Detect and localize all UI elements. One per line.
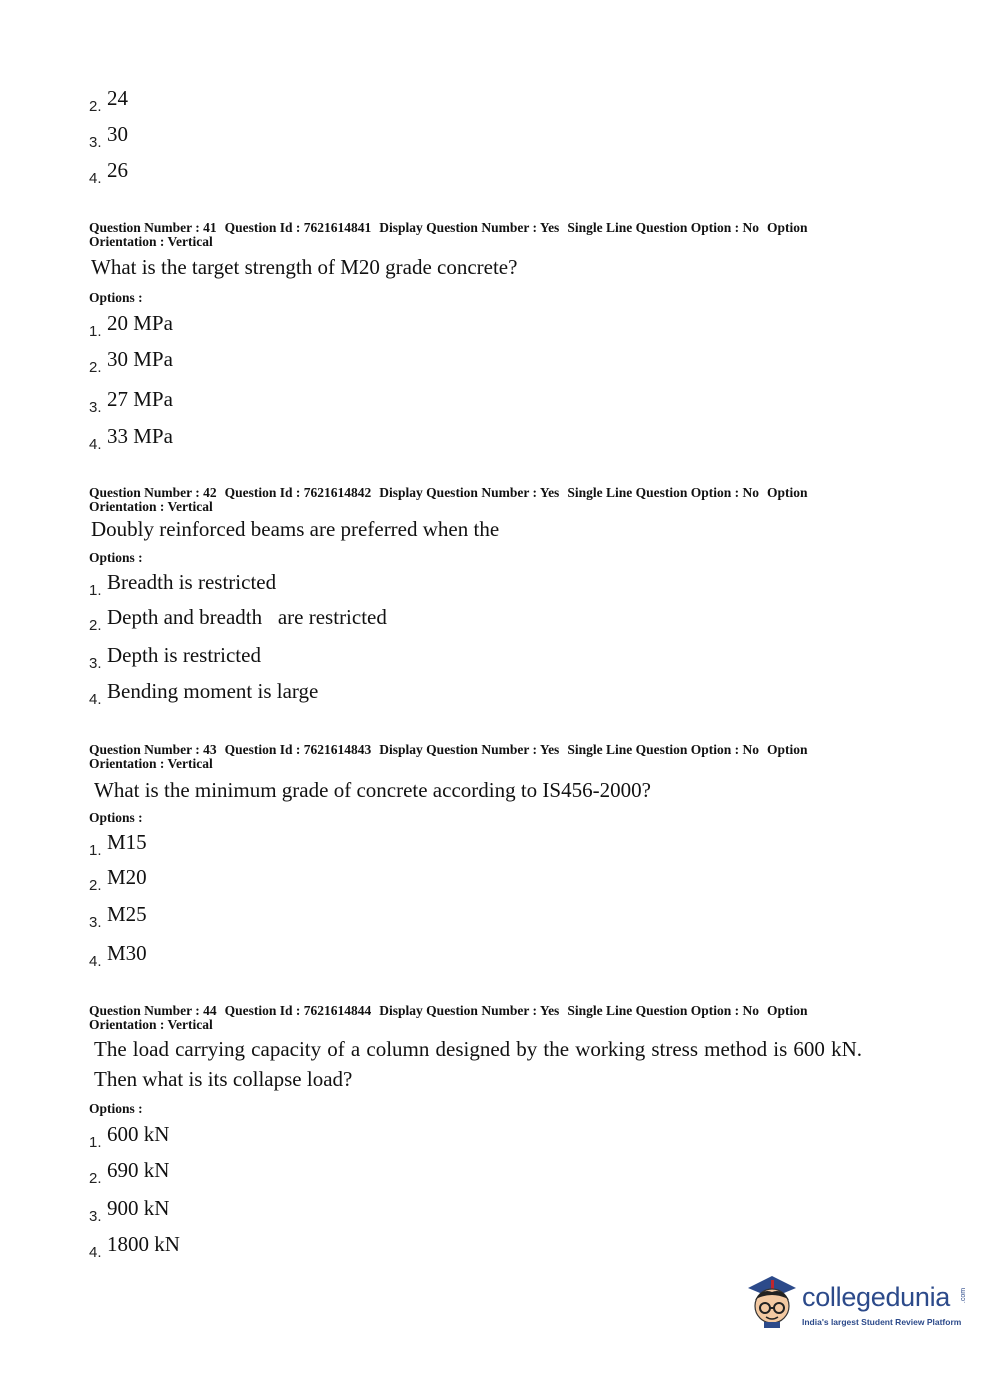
option-item: 2. Depth and breadth are restricted [89, 605, 387, 634]
option-item: 4. 33 MPa [89, 424, 173, 453]
collegedunia-logo: collegedunia .com India's largest Student Review Platform [742, 1270, 972, 1338]
option-item: 1. 20 MPa [89, 311, 173, 340]
option-item: 3. M25 [89, 902, 147, 931]
options-label: Options : [89, 810, 143, 825]
option-item: 3. 900 kN [89, 1196, 170, 1225]
option-item: 1. M15 [89, 830, 147, 859]
question-text-43: What is the minimum grade of concrete according to IS456-2000? [94, 778, 651, 802]
option-item: 4. M30 [89, 941, 147, 970]
question-meta-44: Question Number : 44 Question Id : 7621614844 Display Question Number : Yes Single Line Question Option : No Option Orientation : Vertical [89, 1003, 808, 1032]
option-item: 2. 690 kN [89, 1158, 170, 1187]
option-item: 2. 24 [89, 86, 128, 115]
option-item: 3. Depth is restricted [89, 643, 261, 672]
option-item: 2. M20 [89, 865, 147, 894]
option-item: 4. Bending moment is large [89, 679, 319, 708]
question-meta-42: Question Number : 42 Question Id : 7621614842 Display Question Number : Yes Single Line Question Option : No Option Orientation : Vertical [89, 485, 808, 514]
option-item: 4. 1800 kN [89, 1232, 180, 1261]
question-text-41: What is the target strength of M20 grade concrete? [91, 255, 518, 279]
question-meta-43: Question Number : 43 Question Id : 7621614843 Display Question Number : Yes Single Line Question Option : No Option Orientation : Vertical [89, 742, 808, 771]
option-item: 4. 26 [89, 158, 128, 187]
option-item: 3. 27 MPa [89, 387, 173, 416]
option-item: 2. 30 MPa [89, 347, 173, 376]
option-item: 1. 600 kN [89, 1122, 170, 1151]
options-label: Options : [89, 1101, 143, 1116]
options-label: Options : [89, 290, 143, 305]
option-item: 3. 30 [89, 122, 128, 151]
question-text-42: Doubly reinforced beams are preferred when the [91, 517, 500, 541]
option-item: 1. Breadth is restricted [89, 570, 277, 599]
question-text-44: The load carrying capacity of a column designed by the working stress method is 600 kN. Then what is its collapse load? [94, 1037, 862, 1091]
mascot-icon [742, 1270, 802, 1338]
options-label: Options : [89, 550, 143, 565]
question-meta-41: Question Number : 41 Question Id : 7621614841 Display Question Number : Yes Single Line Question Option : No Option Orientation : Vertical [89, 220, 808, 249]
